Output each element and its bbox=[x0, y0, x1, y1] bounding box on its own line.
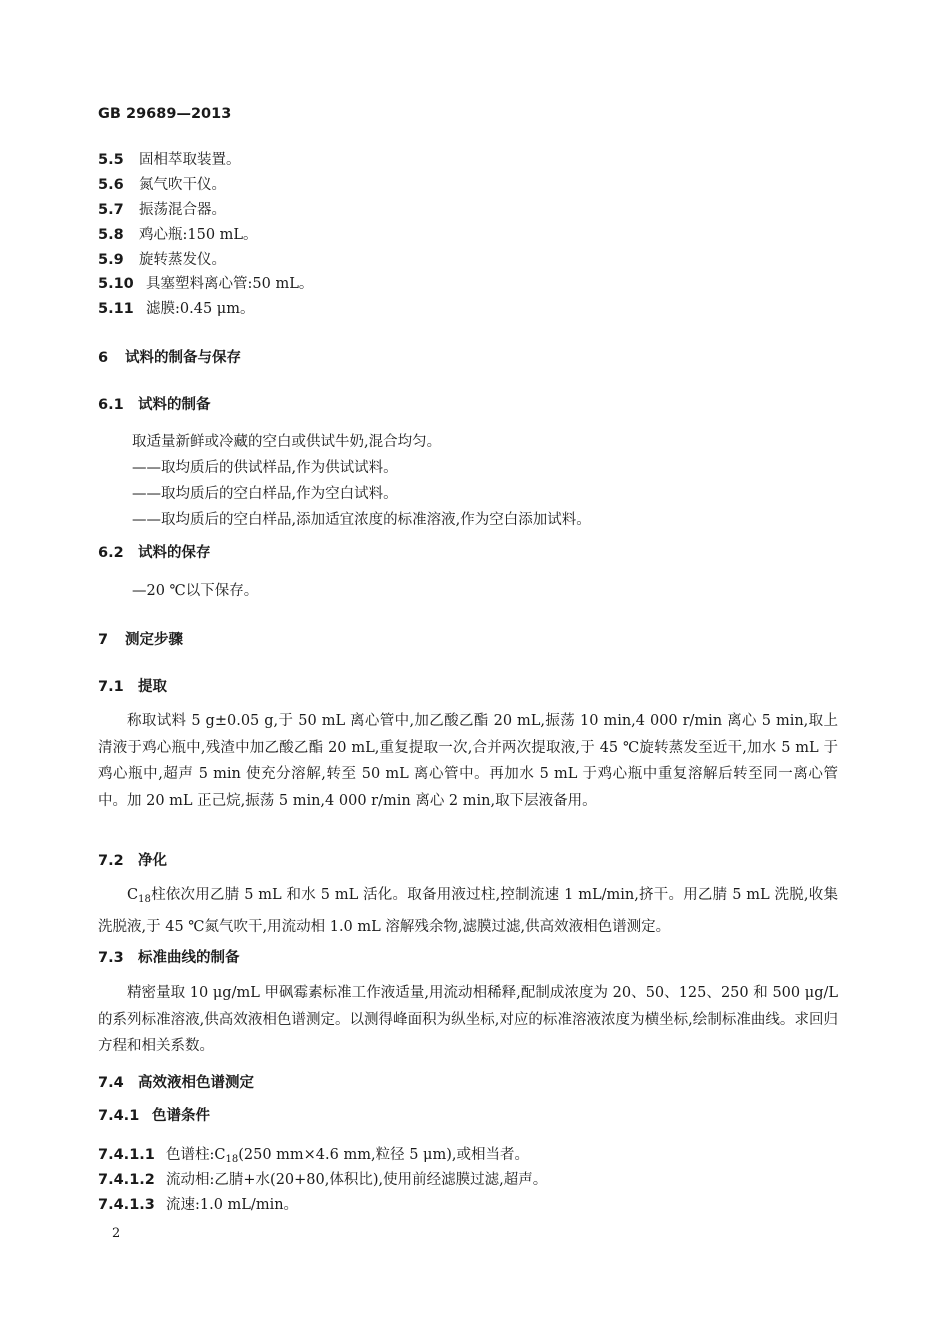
apparatus-item bbox=[98, 175, 226, 195]
item-number: 5.11 bbox=[98, 301, 134, 317]
subsection-heading: 7.3 标准曲线的制备 bbox=[98, 950, 240, 966]
item-text: 鸡心瓶:150 mL。 bbox=[139, 227, 258, 243]
paragraph: 精密量取 10 μg/mL 甲砜霉素标准工作液适量,用流动相稀释,配制成浓度为 20、50、125、250 和 500 μg/L 的系列标准溶液,供高效液相色谱测定。以测得峰面积为纵坐标,对应的标准溶液浓度为横坐标,绘制标准曲线。求回归方程和相关系数。 bbox=[98, 985, 838, 1054]
paragraph: $C_{18}$柱依次用乙腈 5 mL 和水 5 mL 活化。取备用液过柱,控制流速 1 mL/min,挤干。用乙腈 5 mL 洗脱,收集洗脱液,于 45 ℃氮气吹干,用流动相 1.0 mL 溶解残余物,滤膜过滤,供高效液相色谱测定。 bbox=[98, 887, 838, 935]
page-number: 2 bbox=[112, 1226, 121, 1241]
condition-item: 7.4.1.3 流速:1.0 mL/min。 bbox=[98, 1197, 299, 1213]
section-heading: 6 试料的制备与保存 bbox=[98, 350, 241, 366]
subsection-heading: 7.2 净化 bbox=[98, 853, 167, 869]
paragraph: 称取试料 5 g±0.05 g,于 50 mL 离心管中,加乙酸乙酯 20 mL,振荡 10 min,4 000 r/min 离心 5 min,取上清液于鸡心瓶中,残渣中加乙酸乙酯 20 mL,重复提取一次,合并两次提取液,于 45 ℃旋转蒸发至近干,加水 5 mL 于鸡心瓶中,超声 5 min 使充分溶解,转至 50 mL 离心管中。再加水 5 mL 于鸡心瓶中重复溶解后转至同一离心管中。加 20 mL 正己烷,振荡 5 min,4 000 r/min 离心 2 min,取下层液备用。 bbox=[98, 713, 838, 809]
apparatus-item bbox=[98, 200, 226, 220]
item-number: 5.6 bbox=[98, 177, 124, 193]
standard-code: GB 29689—2013 bbox=[98, 106, 232, 122]
list-item: ——取均质后的供试样品,作为供试试料。 bbox=[132, 460, 398, 476]
item-text: 具塞塑料离心管:50 mL。 bbox=[146, 276, 314, 292]
item-text: 旋转蒸发仪。 bbox=[139, 252, 226, 268]
subsection-heading: 6.2 试料的保存 bbox=[98, 545, 211, 561]
item-text: 氮气吹干仪。 bbox=[139, 177, 226, 193]
condition-item: 7.4.1.2 流动相:乙腈+水(20+80,体积比),使用前经滤膜过滤,超声。 bbox=[98, 1172, 548, 1188]
list-item: ——取均质后的空白样品,添加适宜浓度的标准溶液,作为空白添加试料。 bbox=[132, 512, 591, 528]
list-item: ——取均质后的空白样品,作为空白试料。 bbox=[132, 486, 398, 502]
section-heading: 7 测定步骤 bbox=[98, 632, 183, 648]
item-number: 5.5 bbox=[98, 152, 124, 168]
item-text: 振荡混合器。 bbox=[139, 202, 226, 218]
subsection-heading: 7.1 提取 bbox=[98, 679, 167, 695]
item-number: 5.7 bbox=[98, 202, 124, 218]
item-number: 5.10 bbox=[98, 276, 134, 292]
apparatus-item bbox=[98, 150, 241, 170]
paragraph: —20 ℃以下保存。 bbox=[132, 583, 259, 599]
condition-item: 7.4.1.1 色谱柱$:C_{18}(250$ mm×4.6 mm,粒径 5 μm),或相当者。 bbox=[98, 1147, 529, 1165]
subsection-heading: 7.4.1 色谱条件 bbox=[98, 1108, 210, 1124]
item-number: 5.8 bbox=[98, 227, 124, 243]
paragraph: 取适量新鲜或冷藏的空白或供试牛奶,混合均匀。 bbox=[132, 434, 442, 450]
apparatus-item bbox=[98, 225, 258, 245]
apparatus-item bbox=[98, 250, 226, 270]
item-text: 固相萃取装置。 bbox=[139, 152, 241, 168]
item-number: 5.9 bbox=[98, 252, 124, 268]
subsection-heading: 7.4 高效液相色谱测定 bbox=[98, 1075, 254, 1091]
subsection-heading: 6.1 试料的制备 bbox=[98, 397, 211, 413]
apparatus-item bbox=[98, 299, 254, 319]
apparatus-item bbox=[98, 274, 313, 294]
item-text: 滤膜:0.45 μm。 bbox=[146, 301, 255, 317]
